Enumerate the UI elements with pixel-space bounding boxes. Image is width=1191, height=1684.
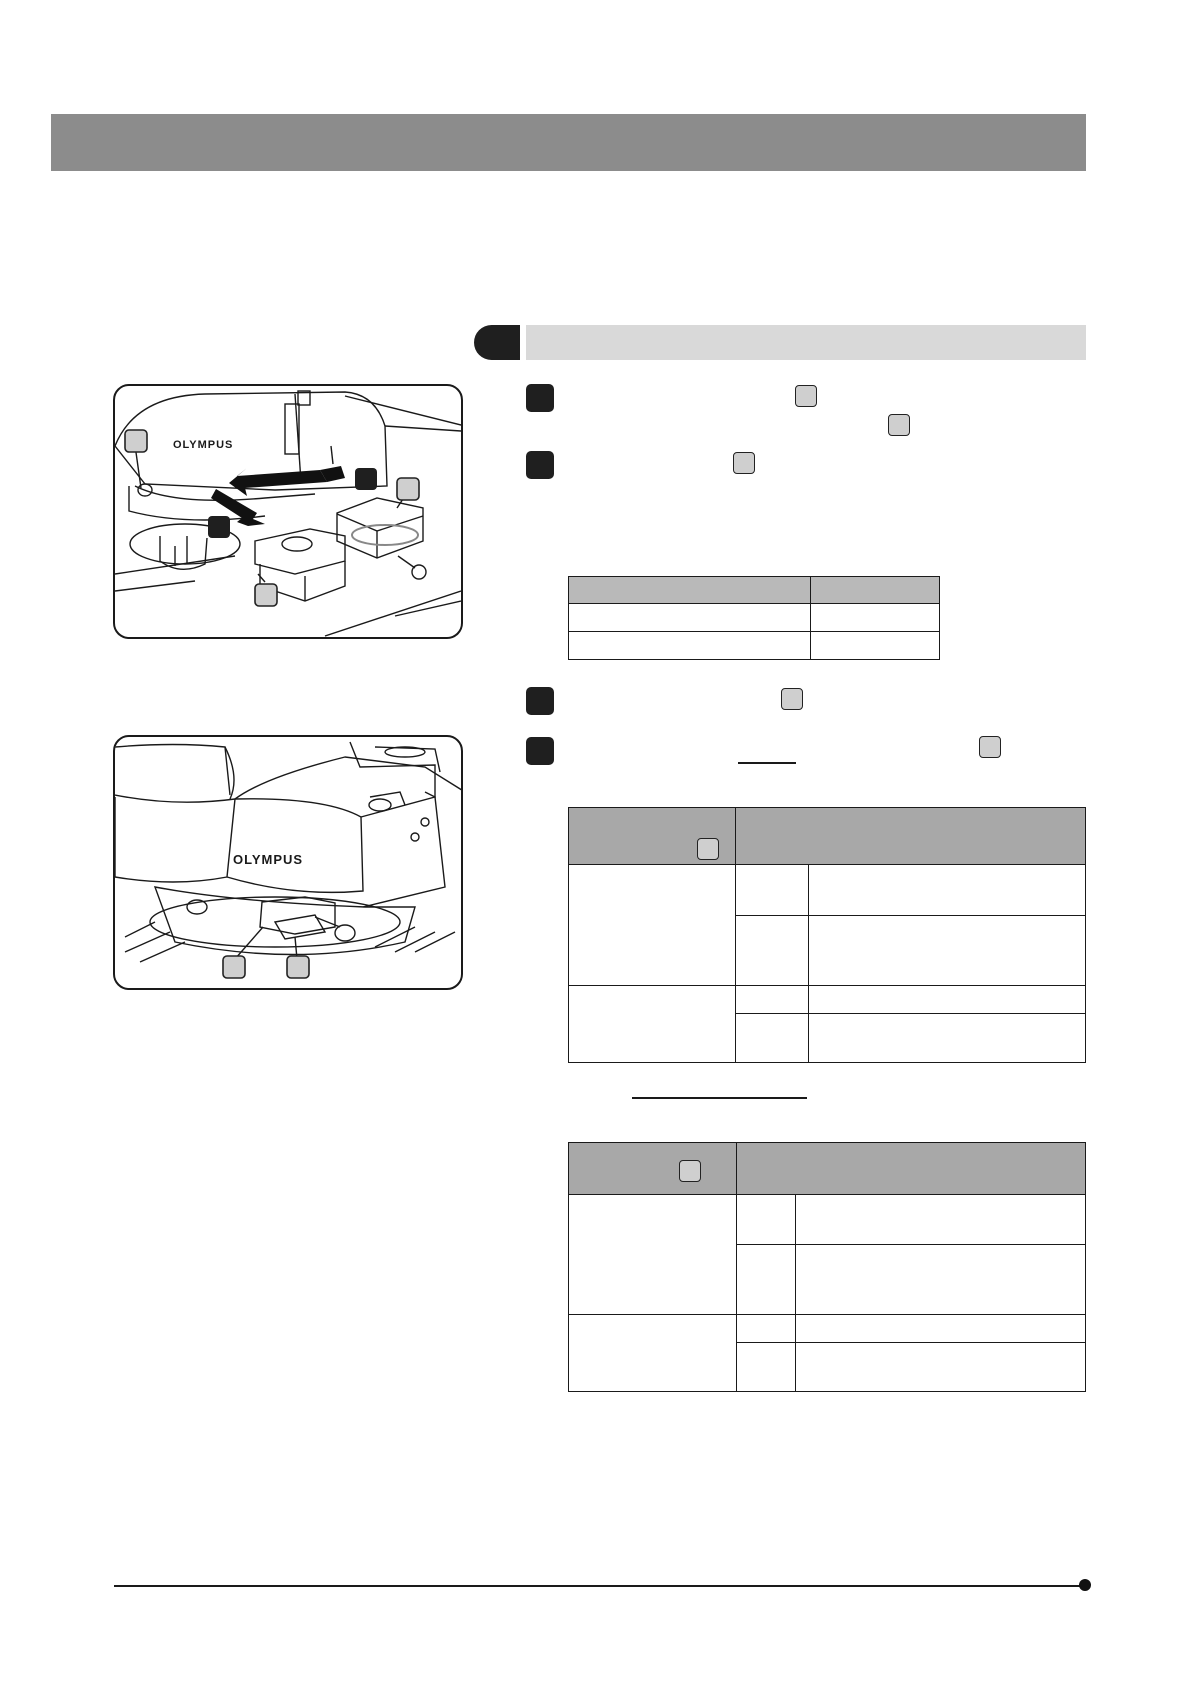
- callout-box: [397, 478, 419, 500]
- table-cell: [569, 986, 736, 1063]
- table-cell: [736, 865, 809, 916]
- table-cell: [737, 1343, 796, 1392]
- settings-table-1: [568, 807, 1086, 1063]
- table-header-cell: [569, 1143, 737, 1195]
- text-underline: [738, 762, 796, 764]
- table-header-cell: [737, 1143, 1086, 1195]
- callout-box: [679, 1160, 701, 1182]
- table-cell: [796, 1343, 1086, 1392]
- figure-2-illustration: [115, 737, 461, 988]
- table-cell: [569, 1195, 737, 1315]
- table-header-cell: [811, 577, 940, 604]
- table-cell: [809, 916, 1086, 986]
- table-header-cell: [736, 808, 1086, 865]
- step-marker-4: [526, 737, 554, 765]
- settings-table-2: [568, 1142, 1086, 1392]
- table-header-cell: [569, 577, 811, 604]
- table-cell: [809, 865, 1086, 916]
- text-underline: [632, 1097, 807, 1099]
- footer-dot: [1079, 1579, 1091, 1591]
- table-cell: [569, 632, 811, 660]
- section-marker: [474, 325, 520, 360]
- step-marker-1: [526, 384, 554, 412]
- callout-box: [697, 838, 719, 860]
- callout-box: [125, 430, 147, 452]
- section-heading-bar: [526, 325, 1086, 360]
- callout-box: [795, 385, 817, 407]
- step-marker: [208, 516, 230, 538]
- table-cell: [811, 632, 940, 660]
- table-cell: [737, 1245, 796, 1315]
- table-cell: [796, 1195, 1086, 1245]
- step-marker: [355, 468, 377, 490]
- table-cell: [569, 865, 736, 986]
- step-marker-2: [526, 451, 554, 479]
- footer-rule: [114, 1585, 1086, 1587]
- figure-slider-mounted: [113, 735, 463, 990]
- callout-box: [979, 736, 1001, 758]
- callout-box: [255, 584, 277, 606]
- callout-box: [888, 414, 910, 436]
- chapter-header-bar: [51, 114, 1086, 171]
- table-cell: [809, 986, 1086, 1014]
- small-table: [568, 576, 940, 660]
- table-cell: [736, 916, 809, 986]
- table-cell: [737, 1195, 796, 1245]
- callout-box: [733, 452, 755, 474]
- table-cell: [736, 1014, 809, 1063]
- table-cell: [796, 1315, 1086, 1343]
- table-cell: [737, 1315, 796, 1343]
- step-marker-3: [526, 687, 554, 715]
- callout-box: [223, 956, 245, 978]
- table-cell: [811, 604, 940, 632]
- table-cell: [796, 1245, 1086, 1315]
- callout-box: [781, 688, 803, 710]
- brand-label: OLYMPUS: [173, 439, 234, 451]
- table-cell: [569, 604, 811, 632]
- table-cell: [569, 1315, 737, 1392]
- table-cell: [809, 1014, 1086, 1063]
- callout-box: [287, 956, 309, 978]
- figure-slider-insertion: [113, 384, 463, 639]
- table-cell: [736, 986, 809, 1014]
- figure-1-illustration: [115, 386, 461, 637]
- brand-label: OLYMPUS: [233, 852, 304, 867]
